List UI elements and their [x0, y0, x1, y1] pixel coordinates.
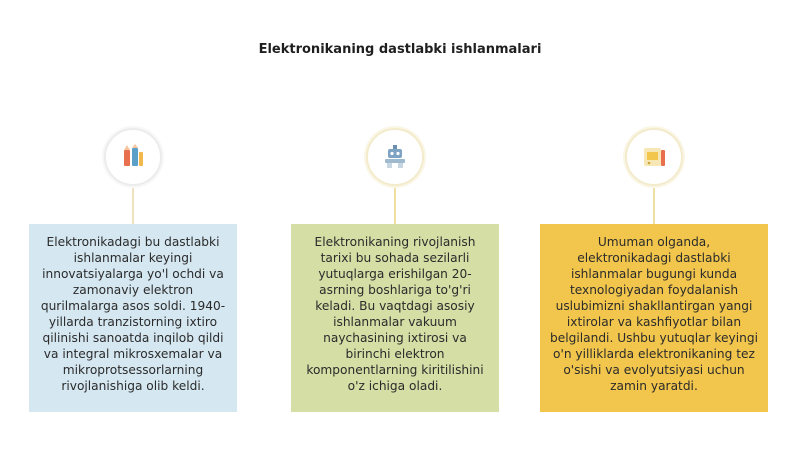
icon-badge	[104, 128, 162, 186]
icon-badge	[366, 128, 424, 186]
diagram-title: Elektronikaning dastlabki ishlanmalari	[258, 42, 542, 57]
info-card: Elektronikaning rivojlanish tarixi bu sohada sezilarli yutuqlarga erishilgan 20-asrning boshlariga to'g'ri keladi. Bu vaqtdagi asosiy ishlanmalar vakuum naychasining ixtirosi va birinchi elektron komponentlarning kiritilishini o'z ichiga oladi.	[291, 224, 499, 412]
connector-line	[394, 188, 396, 224]
step-3	[540, 124, 768, 414]
pencils-icon	[120, 144, 146, 170]
device-icon	[641, 144, 667, 170]
icon-badge	[625, 128, 683, 186]
robot-icon	[382, 144, 408, 170]
step-1	[29, 124, 237, 414]
info-card: Elektronikadagi bu dastlabki ishlanmalar keyingi innovatsiyalarga yo'l ochdi va zamonaviy elektron qurilmalarga asos soldi. 1940-yillarda tranzistorning ixtiro qilinishi sanoatda inqilob qildi va integral mikrosxemalar va mikroprotsessorlarning rivojlanishiga olib keldi.	[29, 224, 237, 412]
info-card: Umuman olganda, elektronikadagi dastlabki ishlanmalar bugungi kunda texnologiyadan foydalanish uslubimizni shakllantirgan yangi ixtirolar va kashfiyotlar bilan belgilandi. Ushbu yutuqlar keyingi o'n yilliklarda elektronikaning tez o'sishi va evolyutsiyasi uchun zamin yaratdi.	[540, 224, 768, 412]
step-2	[291, 124, 499, 414]
connector-line	[653, 188, 655, 224]
connector-line	[132, 188, 134, 224]
